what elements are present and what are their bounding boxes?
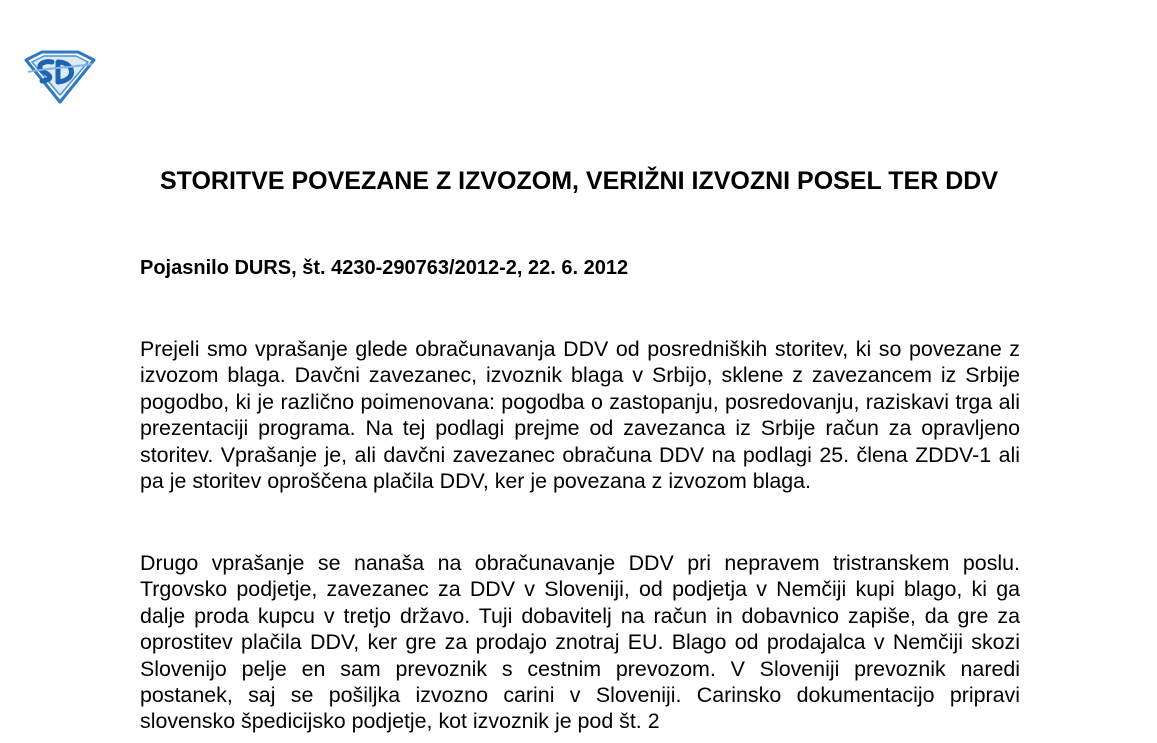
sd-shield-logo-icon xyxy=(22,50,96,104)
document-title: STORITVE POVEZANE Z IZVOZOM, VERIŽNI IZVOZNI POSEL TER DDV xyxy=(159,167,999,195)
paragraph-1: Prejeli smo vprašanje glede obračunavanja DDV od posredniških storitev, ki so povezane z izvozom blaga. Davčni zavezanec, izvoznik blaga v Srbijo, sklene z zavezancem iz Srbije pogodbo, ki je različno poimenovana: pogodba o zastopanju, posredovanju, raziskavi trga ali prezentaciji programa. Na tej podlagi prejme od zavezanca iz Srbije račun za opravljeno storitev. Vprašanje je, ali davčni zavezanec obračuna DDV na podlagi 25. člena ZDDV-1 ali pa je storitev oproščena plačila DDV, ker je povezana z izvozom blaga. xyxy=(140,337,1020,494)
paragraph-2: Drugo vprašanje se nanaša na obračunavanje DDV pri nepravem tristranskem poslu. Trgovsko podjetje, zavezanec za DDV v Sloveniji, od podjetja v Nemčiji kupi blago, ki ga dalje proda kupcu v tretjo državo. Tuji dobavitelj na račun in dobavnico zapiše, da gre za oprostitev plačila DDV, ker gre za prodajo znotraj EU. Blago od prodajalca v Nemčiji skozi Slovenijo pelje en sam prevoznik s cestnim prevozom. V Sloveniji prevoznik naredi postanek, saj se pošiljka izvozno carini v Sloveniji. Carinsko dokumentacijo pripravi slovensko špedicijsko podjetje, kot izvoznik je pod št. 2 xyxy=(140,551,1020,734)
document-subtitle: Pojasnilo DURS, št. 4230-290763/2012-2, 22. 6. 2012 xyxy=(140,257,629,279)
